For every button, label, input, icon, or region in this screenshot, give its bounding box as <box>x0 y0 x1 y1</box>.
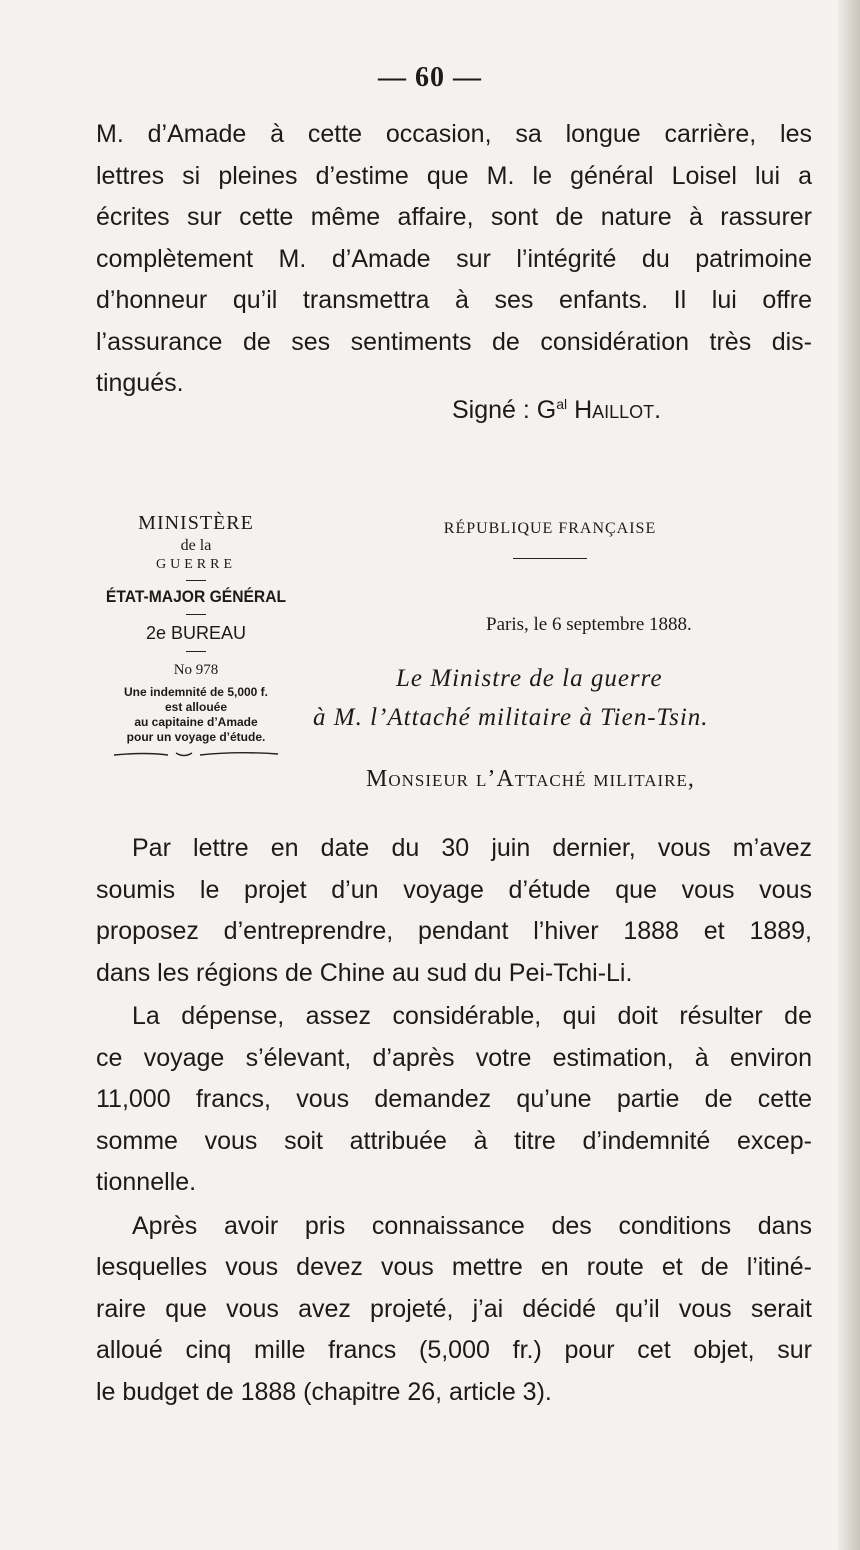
ministry-header <box>96 512 296 759</box>
signature-superscript: al <box>556 396 568 412</box>
text-line: le budget de 1888 (chapitre 26, article 3). <box>96 1377 552 1406</box>
text-line: alloué cinq mille francs (5,000 fr.) pour cet objet, sur <box>96 1336 812 1364</box>
divider <box>186 580 206 581</box>
text-line: Par lettre en date du 30 juin dernier, vous m’avez <box>132 834 812 862</box>
text-line: d’honneur qu’il transmettra à ses enfants. Il lui offre <box>96 286 812 314</box>
text-line: M. d’Amade à cette occasion, sa longue carrière, les <box>96 120 812 148</box>
recipient-line: à M. l’Attaché militaire à Tien-Tsin. <box>313 704 709 731</box>
text-line: tingués. <box>96 369 184 397</box>
sender-line: Le Ministre de la guerre <box>396 665 663 692</box>
republic-title: RÉPUBLIQUE FRANÇAISE <box>443 520 657 537</box>
body-paragraph <box>96 996 812 1204</box>
summary-line: pour un voyage d’étude. <box>126 730 266 744</box>
page-number: — 60 — <box>378 62 482 93</box>
divider <box>513 558 587 559</box>
letter-date: Paris, le 6 septembre 1888. <box>486 614 692 635</box>
text-line: 11,000 francs, vous demandez qu’une partie de cette <box>96 1085 812 1113</box>
republic-header <box>400 520 700 559</box>
text-line: somme vous soit attribuée à titre d’indemnité excep- <box>96 1126 812 1155</box>
summary-line: est allouée <box>164 700 228 714</box>
marginal-summary <box>96 685 296 745</box>
letter-body <box>96 828 812 1413</box>
bureau-label: 2e BUREAU <box>145 623 247 643</box>
body-paragraph <box>96 1206 812 1414</box>
page-edge-shadow <box>838 0 860 1550</box>
text-line: raire que vous avez projeté, j’ai décidé qu’il vous serait <box>96 1294 812 1323</box>
text-line: l’assurance de ses sentiments de considération très dis- <box>96 327 812 356</box>
text-line: écrites sur cette même affaire, sont de nature à rassurer <box>96 203 812 231</box>
text-line: tionnelle. <box>96 1168 197 1196</box>
text-line: lesquelles vous devez vous mettre en route et de l’itiné- <box>96 1253 812 1281</box>
text-line: dans les régions de Chine au sud du Pei-Tchi-Li. <box>96 958 633 987</box>
text-line: ce voyage s’élevant, d’après votre estimation, à environ <box>96 1043 812 1072</box>
signature <box>452 396 661 425</box>
ministry-de-la: de la <box>180 537 212 554</box>
etat-major-heading: ÉTAT-MAJOR GÉNÉRAL <box>105 587 287 606</box>
text-line: Après avoir pris connaissance des conditions dans <box>132 1211 812 1240</box>
text-line: La dépense, assez considérable, qui doit résulter de <box>132 1002 812 1030</box>
summary-line: au capitaine d’Amade <box>134 715 258 729</box>
text-line: lettres si pleines d’estime que M. le général Loisel lui a <box>96 161 812 190</box>
reference-number: No 978 <box>173 662 219 678</box>
text-line: soumis le projet d’un voyage d’étude que vous vous <box>96 875 812 904</box>
ornamental-rule <box>106 749 286 759</box>
divider <box>186 614 206 615</box>
text-line: proposez d’entreprendre, pendant l’hiver 1888 et 1889, <box>96 917 812 945</box>
text-line: complètement M. d’Amade sur l’intégrité du patrimoine <box>96 244 812 273</box>
opening-paragraph <box>96 114 812 405</box>
ministry-title: MINISTÈRE <box>138 512 254 534</box>
signature-name: Haillot. <box>574 396 662 424</box>
divider <box>186 651 206 652</box>
signature-prefix: Signé : G <box>452 396 557 424</box>
body-paragraph <box>96 828 812 994</box>
summary-line: Une indemnité de 5,000 f. <box>123 685 269 699</box>
ministry-guerre: GUERRE <box>156 557 236 572</box>
salutation: Monsieur l’Attaché militaire, <box>366 766 695 792</box>
